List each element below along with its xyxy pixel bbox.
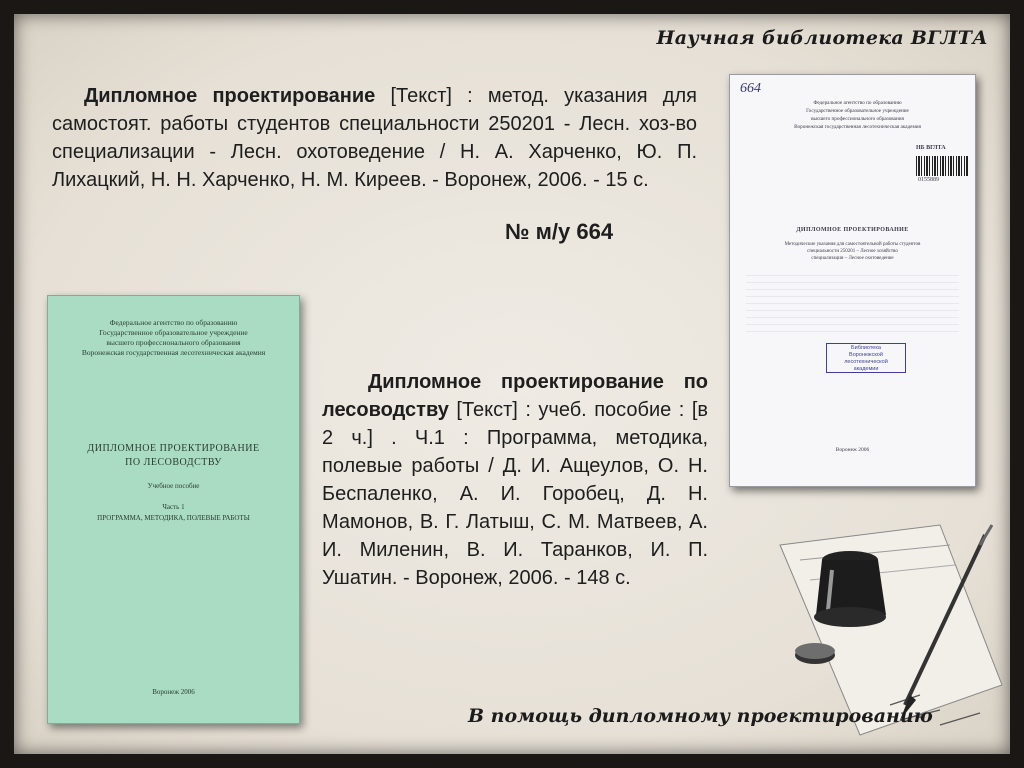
white-title-page — [729, 74, 976, 487]
handwritten-number: 664 — [740, 81, 761, 96]
barcode-label: НБ ВГЛТА — [916, 145, 946, 151]
entry-2-description: [Текст] : учеб. пособие : [в 2 ч.] . Ч.1 : Программа, методика, полевые работы / Д. И. Ащеулов, О. Н. Беспаленко, А. И. Горобец, Д. Н. Мамонов, В. Г. Латыш, С. М. Матвеев, А. И. Миленин, В. И. Таранков, И. П. Ушатин. - Воронеж, 2006. - 148 с. — [322, 399, 708, 589]
library-caption: Научная библиотека ВГЛТА — [656, 27, 988, 49]
inkwell-icon — [814, 551, 886, 627]
barcode — [916, 156, 968, 176]
shelf-mark: № м/у 664 — [505, 219, 614, 244]
title-page-organization: Федеральное агентство по образованию Государственное образовательное учреждение высшего профессионального образования Воронежская государственная лесотехническая академия — [794, 100, 921, 130]
title-page-city-year: Воронеж 2006 — [835, 447, 870, 453]
entry-1-description: [Текст] : метод. указания для самостоят. работы студентов специальности 250201 - Лесн. хоз-во специализации - Лесн. охотоведение / Н. А. Харченко, Ю. П. Лихацкий, Н. Н. Харченко, Н. М. Киреев. - Воронеж, 2006. - 15 с. — [52, 85, 697, 191]
library-stamp: Библиотека Воронежской лесотехнической академии — [826, 343, 906, 373]
bibliographic-entry-1 — [52, 82, 697, 194]
title-page-description: Методические указания для самостоятельной работы студентов специальности 250201 – Лесное хозяйство специализации – Лесное охотоведение — [784, 242, 921, 261]
entry-1-title: Дипломное проектирование — [84, 85, 376, 107]
faded-text-lines — [746, 275, 959, 335]
barcode-number: 0155889 — [918, 177, 939, 183]
green-book-cover — [47, 295, 300, 724]
entry-2-title: Дипломное проектирование по лесоводству — [322, 371, 708, 421]
cover-part: Часть 1 ПРОГРАММА, МЕТОДИКА, ПОЛЕВЫЕ РАБОТЫ — [97, 503, 250, 522]
footer-caption: В помощь дипломному проектированию — [468, 705, 933, 727]
cover-title: ДИПЛОМНОЕ ПРОЕКТИРОВАНИЕ ПО ЛЕСОВОДСТВУ — [87, 443, 260, 468]
ink-lid-icon — [795, 643, 835, 664]
cover-subtitle: Учебное пособие — [147, 482, 200, 490]
title-page-title: ДИПЛОМНОЕ ПРОЕКТИРОВАНИЕ — [796, 227, 909, 233]
bibliographic-entry-2 — [322, 368, 708, 592]
paper-sheets-icon — [780, 525, 1002, 735]
cover-city-year: Воронеж 2006 — [152, 688, 195, 696]
cover-organization: Федеральное агентство по образованию Государственное образовательное учреждение высшего профессионального образования Воронежская государственная лесотехническая академия — [81, 318, 266, 357]
